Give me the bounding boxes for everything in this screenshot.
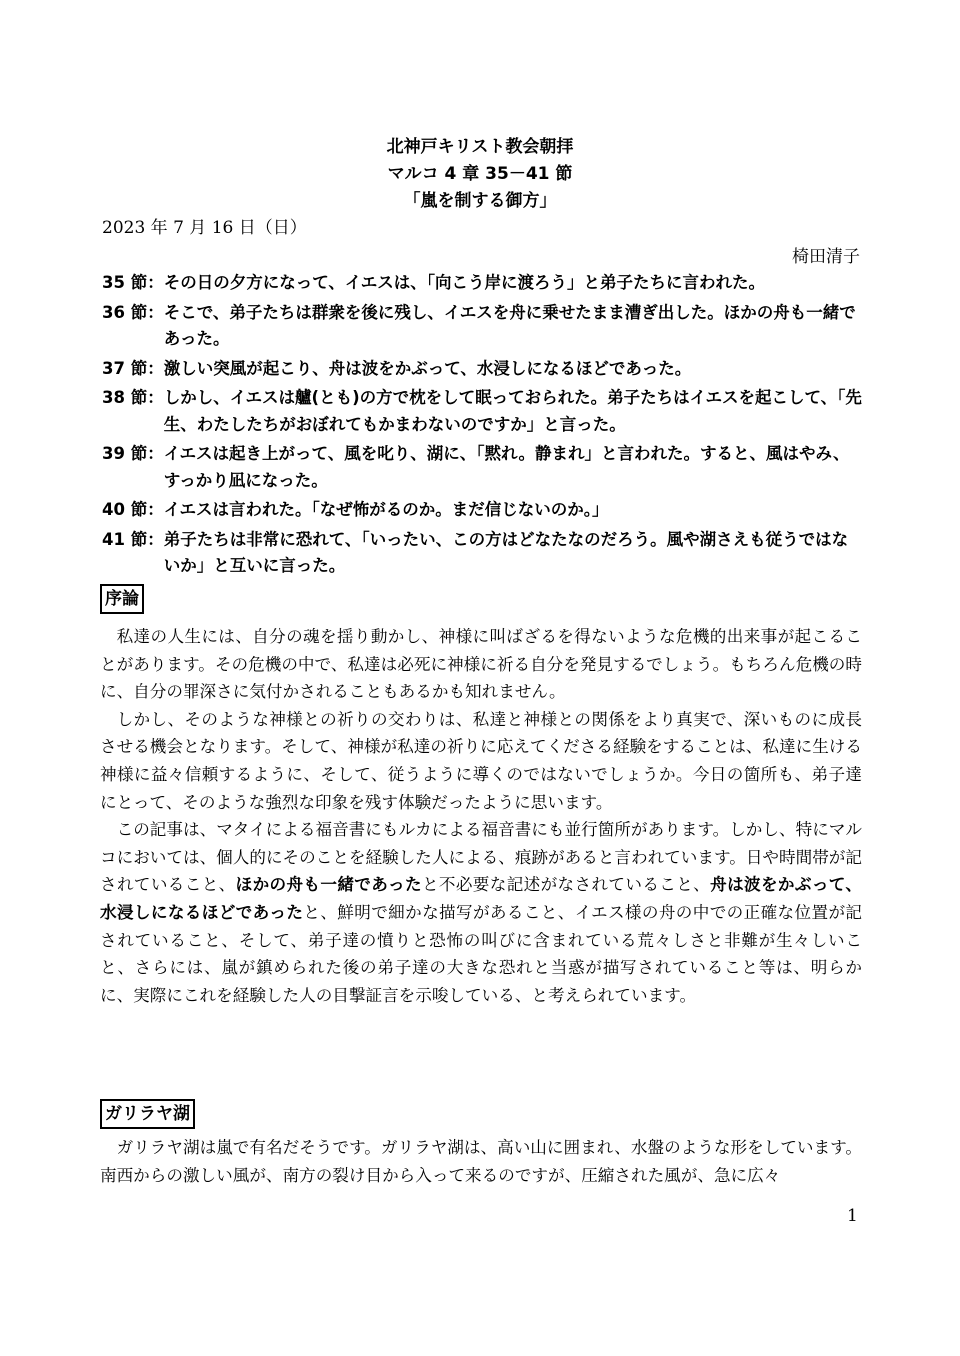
- verse-number: 40 節：: [102, 500, 164, 519]
- quoted-verse-37: 舟は波をかぶって、水浸しになるほどであった: [100, 875, 863, 922]
- intro-body: [100, 623, 862, 1009]
- verse-number: 37 節：: [102, 358, 164, 378]
- verse-number: 39 節：: [102, 444, 164, 463]
- verse-35: [102, 270, 862, 297]
- scripture-reference: マルコ 4 章 35－41 節: [387, 164, 573, 184]
- intro-paragraph-3: [100, 816, 862, 1009]
- church-name: 北神戸キリスト教会朝拝: [386, 137, 574, 157]
- verse-text: イエスは言われた。「なぜ怖がるのか。まだ信じないのか。」: [163, 500, 609, 519]
- galilee-body: [100, 1134, 862, 1189]
- verse-text: 弟子たちは非常に恐れて、「いったい、この方はどなたなのだろう。風や湖さえも従うではないか」と互いに言った。: [163, 529, 849, 575]
- author-name: 椅田清子: [792, 247, 860, 267]
- verse-40: [102, 497, 862, 524]
- verse-number: 36 節：: [102, 302, 164, 322]
- verse-number: 38 節：: [102, 388, 164, 407]
- intro-paragraph-2: しかし、そのような神様との祈りの交わりは、私達と神様との関係をより真実で、深いものに成長させる機会となります。そして、神様が私達の祈りに応えてくださる経験をすることは、私達に生ける神様に益々信頼するように、そして、従うように導くのではないでしょうか。今日の箇所も、弟子達にとって、そのような強烈な印象を残す体験だったように思います。: [100, 709, 862, 812]
- paragraph-text: と、鮮明で細かな描写があること、イエス様の舟の中での正確な位置が記されていること、そして、弟子達の憤りと恐怖の叫びに含まれている荒々しさと非難が生々しいこと、さらには、嵐が鎮められた後の弟子達の大きな恐れと当惑が描写されていること等は、明らかに、実際にこれを経験した人の目撃証言を示唆している、と考えられています。: [100, 902, 862, 1005]
- page-number: 1: [847, 1206, 858, 1226]
- verse-number: 41 節：: [102, 529, 164, 549]
- verse-37: [102, 356, 862, 383]
- verse-41: [102, 527, 862, 580]
- paragraph-text: と不必要な記述がなされていること、: [421, 875, 711, 895]
- verse-text: そこで、弟子たちは群衆を後に残し、イエスを舟に乗せたまま漕ぎ出した。ほかの舟も一緒であった。: [163, 302, 856, 348]
- verse-number: 35 節：: [102, 273, 164, 292]
- sermon-title: 「嵐を制する御方」: [403, 191, 557, 211]
- galilee-paragraph-1: ガリラヤ湖は嵐で有名だそうです。ガリラヤ湖は、高い山に囲まれ、水盤のような形をしています。南西からの激しい風が、南方の裂け目から入って来るのですが、圧縮された風が、急に広々: [100, 1138, 862, 1185]
- verse-36: [102, 300, 862, 353]
- sermon-date: 2023 年 7 月 16 日（日）: [102, 218, 307, 238]
- intro-heading: 序論: [100, 584, 144, 614]
- quoted-verse-36: ほかの舟も一緒であった: [235, 875, 422, 895]
- verse-text: しかし、イエスは艫(とも)の方で枕をして眠っておられた。弟子たちはイエスを起こして、「先生、わたしたちがおぼれてもかまわないのですか」と言った。: [163, 388, 862, 434]
- galilee-heading: ガリラヤ湖: [100, 1099, 195, 1129]
- verse-38: [102, 385, 862, 438]
- title-block: [0, 134, 960, 215]
- verse-text: イエスは起き上がって、風を叱り、湖に、「黙れ。静まれ」と言われた。すると、風はやみ、すっかり凪になった。: [163, 444, 850, 490]
- intro-paragraph-1: 私達の人生には、自分の魂を揺り動かし、神様に叫ばざるを得ないような危機的出来事が起こることがあります。その危機の中で、私達は必死に神様に祈る自分を発見するでしょう。もちろん危機の時に、自分の罪深さに気付かされることもあるかも知れません。: [100, 627, 862, 702]
- verse-text: 激しい突風が起こり、舟は波をかぶって、水浸しになるほどであった。: [163, 358, 692, 378]
- verse-list: [102, 270, 862, 583]
- paragraph-text: この記事は、マタイによる福音書にもルカによる福音書にも並行箇所があります。しかし、特にマルコにおいては、個人的にそのことを経験した人による、痕跡があると言われています。日や時間帯が記されていること、: [100, 820, 862, 895]
- verse-39: [102, 441, 862, 494]
- verse-text: その日の夕方になって、イエスは、「向こう岸に渡ろう」と弟子たちに言われた。: [163, 273, 765, 292]
